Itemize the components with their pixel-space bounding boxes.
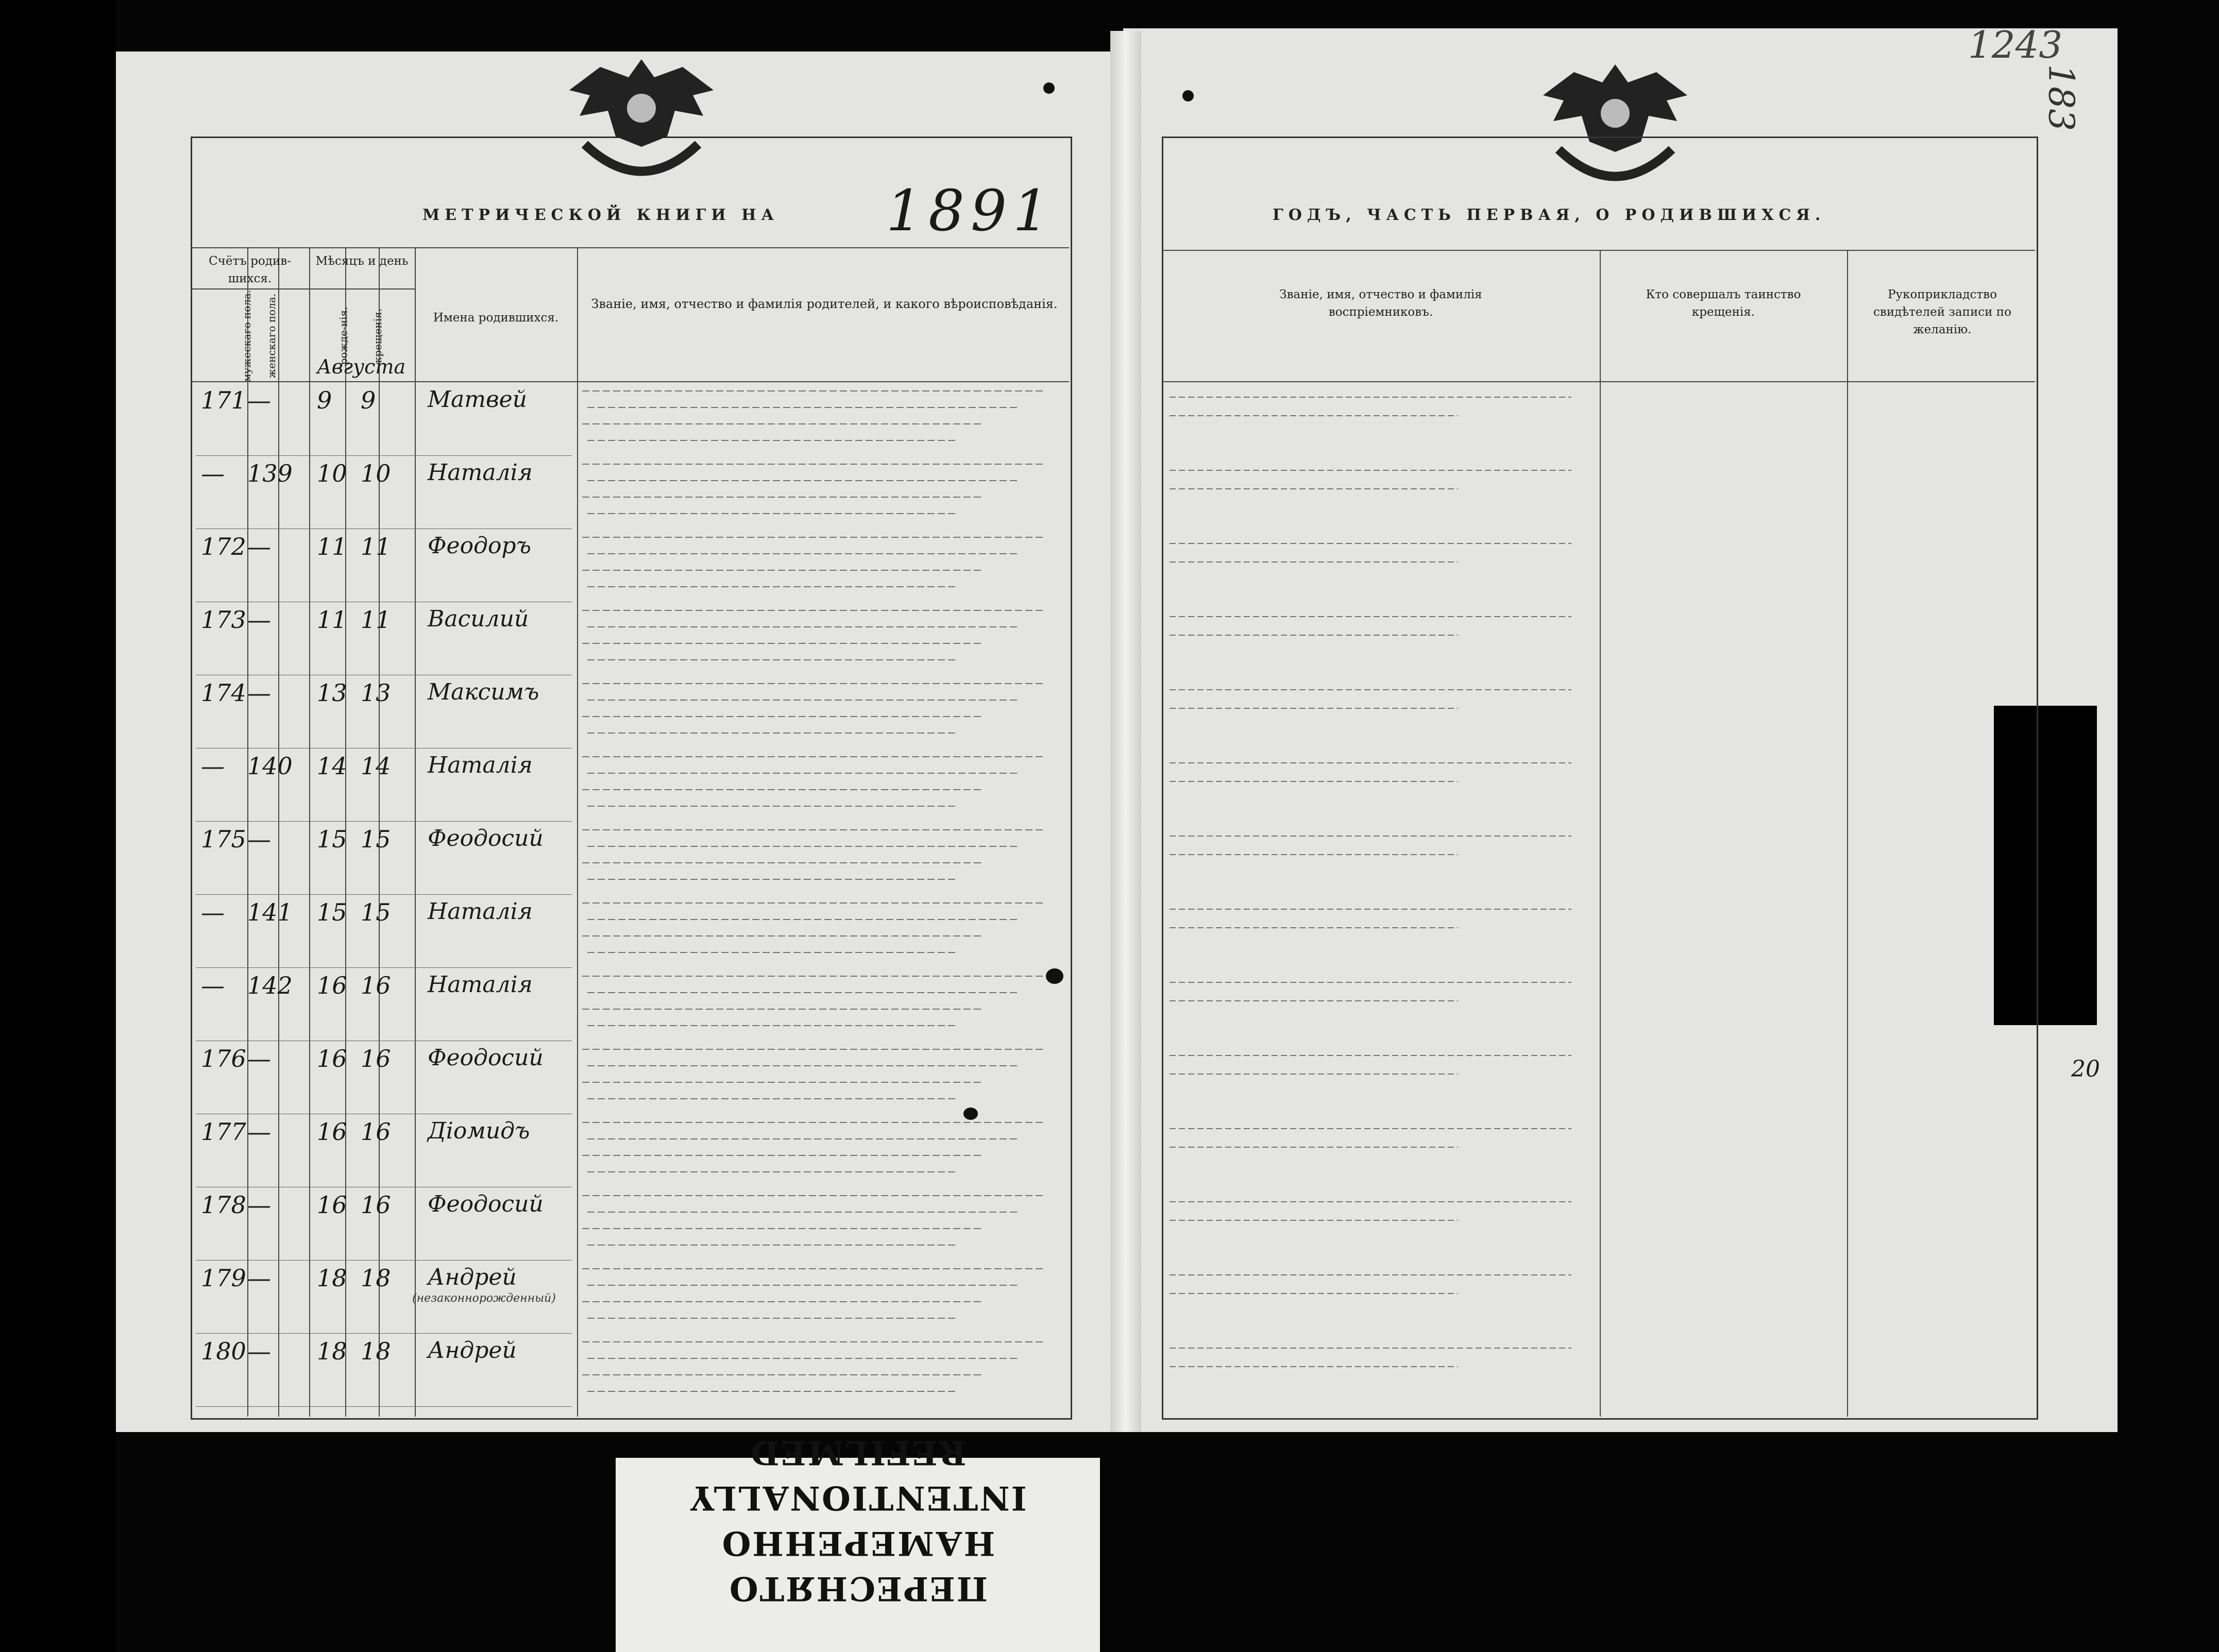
row-rule [196,821,572,822]
col-male-header: мужескаго пола. [241,289,253,382]
handwriting-stroke [587,992,1020,993]
male-count: — [201,752,225,780]
row-rule [196,1260,572,1261]
male-count: 173 [201,606,246,634]
handwriting-stroke [1170,1366,1458,1367]
handwriting-stroke [582,537,1046,538]
child-name-note: (незаконнорожденный) [412,1292,556,1305]
baptism-day: 16 [361,972,391,999]
row-rule [196,455,572,456]
col-signatures-header: Рукоприкладство свидѣтелей записи по желанію. [1873,288,2011,336]
handwriting-stroke [1170,836,1571,837]
birth-day: 18 [317,1337,347,1365]
male-count: 174 [201,679,246,707]
male-count: — [201,972,225,999]
handwriting-stroke [587,1358,1020,1359]
row-rule [196,894,572,895]
birth-day: 16 [317,1045,347,1072]
col-godparents-header: Званіе, имя, отчество и фамилія воспріемниковъ. [1279,288,1482,319]
right-header-rule [1162,250,2035,251]
child-name: Наталія [428,972,533,998]
handwriting-stroke [587,553,1020,554]
baptism-day: 10 [361,459,391,487]
handwriting-stroke [582,902,1046,904]
punch-hole [1043,82,1055,94]
handwriting-stroke [587,733,958,734]
child-name: Василий [428,606,529,632]
handwriting-stroke [587,1098,958,1099]
col-count-header: Счётъ родив-шихся. [209,254,291,285]
handwriting-stroke [582,570,984,571]
female-count: 139 [247,459,293,487]
female-count: — [247,1118,271,1146]
handwriting-stroke [582,643,984,644]
handwriting-stroke [582,1195,1046,1196]
handwriting-stroke [582,1155,984,1156]
handwriting-stroke [1170,1128,1571,1129]
handwriting-stroke [587,1025,958,1026]
handwriting-stroke [587,626,1020,627]
female-count: — [247,606,271,634]
handwriting-stroke [1170,689,1571,690]
child-name: Феодосий [428,1191,544,1217]
refilm-stamp [616,1433,1100,1652]
baptism-day: 16 [361,1045,391,1072]
col-divider [577,247,578,1417]
handwriting-stroke [582,1049,1046,1050]
child-name: Наталія [428,898,533,925]
handwriting-stroke [582,829,1046,830]
col-name-header: Имена родившихся. [433,311,559,325]
handwriting-stroke [1170,982,1571,983]
handwriting-stroke [1170,909,1571,910]
punch-hole [1182,90,1194,101]
birth-day: 16 [317,972,347,999]
handwriting-stroke [587,1212,1020,1213]
child-name: Наталія [428,459,533,486]
baptism-day: 14 [361,752,391,780]
female-count: — [247,1191,271,1219]
folio-number: 1243 [1968,23,2063,66]
handwriting-stroke [582,1268,1046,1269]
handwriting-stroke [587,407,1020,408]
male-count: 175 [201,825,246,853]
male-count: 177 [201,1118,246,1146]
handwriting-stroke [582,464,1046,465]
handwriting-stroke [587,1285,1020,1286]
subhead-rule [191,288,309,289]
handwriting-stroke [582,1122,1046,1123]
handwriting-stroke [587,1245,958,1246]
handwriting-stroke [582,1374,984,1375]
folio-number-secondary: 183 [2040,64,2081,131]
child-name: Максимъ [428,679,539,705]
col-baptism-header: крещенія. [371,308,384,364]
handwriting-stroke [587,952,958,953]
baptism-day: 11 [361,606,391,634]
row-rule [196,1333,572,1334]
handwriting-stroke [582,756,1046,757]
birth-day: 10 [317,459,347,487]
child-name: Андрей [428,1337,517,1364]
handwriting-stroke [1170,1293,1458,1294]
left-colhead-rule [191,381,1069,382]
book-spine [1110,31,1141,1432]
col-female-header: женскаго пола. [265,293,278,379]
handwriting-stroke [587,1171,958,1172]
birth-day: 9 [317,386,332,414]
handwriting-stroke [1170,854,1458,855]
row-rule [196,1406,572,1407]
col-divider [278,247,279,1417]
birth-day: 15 [317,825,347,853]
child-name: Діомидъ [428,1118,530,1144]
col-divider [415,247,416,1417]
handwriting-stroke [582,610,1046,611]
handwriting-stroke [1170,470,1571,471]
handwriting-stroke [582,789,984,790]
handwriting-stroke [582,1301,984,1302]
punch-hole [963,1108,978,1120]
male-count: — [201,459,225,487]
male-count: — [201,898,225,926]
birth-day: 16 [317,1191,347,1219]
handwriting-stroke [582,390,1046,391]
handwriting-stroke [587,846,1020,847]
row-rule [196,967,572,968]
baptism-day: 18 [361,1264,391,1292]
male-count: 176 [201,1045,246,1072]
handwriting-stroke [1170,415,1458,416]
female-count: 140 [247,752,293,780]
left-header-rule [191,247,1069,248]
col-parents-header: Званіе, имя, отчество и фамилія родителей, и какого вѣроисповѣданія. [591,297,1058,311]
handwriting-stroke [582,1341,1046,1342]
right-colhead-rule [1162,381,2035,382]
handwriting-stroke [587,700,1020,701]
male-count: 172 [201,533,246,560]
female-count: — [247,1337,271,1365]
female-count: 142 [247,972,293,999]
female-count: 141 [247,898,293,926]
birth-day: 13 [317,679,347,707]
handwriting-stroke [587,1318,958,1319]
handwriting-stroke [1170,616,1571,617]
handwriting-stroke [1170,762,1571,763]
baptism-day: 11 [361,533,391,560]
child-name: Феодоръ [428,533,531,559]
male-count: 171 [201,386,246,414]
baptism-day: 16 [361,1118,391,1146]
punch-hole [1046,968,1063,984]
child-name: Андрей [428,1264,517,1290]
subhead-rule [309,288,415,289]
handwriting-stroke [1170,488,1458,489]
col-date-header: Мѣсяцъ и день [315,254,409,268]
handwriting-stroke [582,497,984,498]
handwriting-stroke [587,806,958,807]
baptism-day: 9 [361,386,376,414]
handwriting-stroke [582,1228,984,1229]
handwriting-stroke [582,862,984,863]
month-label: Августа [317,355,406,378]
handwriting-stroke [582,716,984,717]
child-name: Феодосий [428,825,544,851]
baptism-day: 13 [361,679,391,707]
handwriting-stroke [587,586,958,587]
baptism-day: 18 [361,1337,391,1365]
handwriting-stroke [587,480,1020,481]
female-count: — [247,1045,271,1072]
birth-day: 15 [317,898,347,926]
child-name: Наталія [428,752,533,778]
handwriting-stroke [587,1391,958,1392]
handwriting-stroke [587,659,958,660]
birth-day: 11 [317,533,347,560]
handwriting-stroke [1170,561,1458,563]
col-officiant-header: Кто совершалъ таинство крещенія. [1646,288,1801,319]
handwriting-stroke [1170,1348,1571,1349]
col-divider [1600,250,1601,1417]
refilm-stamp-line-2: INTENTIONALLY REFILMED [689,1433,1027,1517]
margin-note: 20 [2071,1056,2100,1082]
handwriting-stroke [587,773,1020,774]
handwriting-stroke [587,440,958,441]
register-year: 1891 [886,178,1055,244]
handwriting-stroke [1170,708,1458,709]
baptism-day: 15 [361,898,391,926]
handwriting-stroke [587,513,958,514]
birth-day: 16 [317,1118,347,1146]
female-count: — [247,825,271,853]
female-count: — [247,386,271,414]
col-divider [1847,250,1848,1417]
handwriting-stroke [582,1082,984,1083]
handwriting-stroke [1170,1220,1458,1221]
child-name: Матвей [428,386,527,413]
left-binding-shadow [0,0,116,1652]
handwriting-stroke [587,879,958,880]
baptism-day: 16 [361,1191,391,1219]
baptism-day: 15 [361,825,391,853]
handwriting-stroke [582,1009,984,1010]
handwriting-stroke [582,935,984,936]
handwriting-stroke [1170,1055,1571,1056]
imperial-eagle-icon [564,49,719,188]
male-count: 178 [201,1191,246,1219]
handwriting-stroke [582,976,1046,977]
handwriting-stroke [1170,635,1458,636]
handwriting-stroke [1170,1147,1458,1148]
handwriting-stroke [587,919,1020,920]
handwriting-stroke [582,683,1046,684]
birth-day: 14 [317,752,347,780]
male-count: 179 [201,1264,246,1292]
handwriting-stroke [1170,1201,1571,1202]
refilm-stamp-line-1: ПЕРЕСНЯТО НАМЕРЕННО [720,1524,995,1608]
male-count: 180 [201,1337,246,1365]
birth-day: 11 [317,606,347,634]
handwriting-stroke [1170,1000,1458,1001]
handwriting-stroke [587,1138,1020,1139]
female-count: — [247,1264,271,1292]
col-birth-header: рожде-нія. [337,306,350,365]
handwriting-stroke [587,1065,1020,1066]
child-name: Феодосий [428,1045,544,1071]
handwriting-stroke [1170,927,1458,928]
right-page-title: ГОДЪ, ЧАСТЬ ПЕРВАЯ, О РОДИВШИХСЯ. [1273,206,1826,224]
handwriting-stroke [1170,1074,1458,1075]
female-count: — [247,679,271,707]
left-page-title: МЕТРИЧЕСКОЙ КНИГИ НА [422,206,779,224]
handwriting-stroke [1170,543,1571,544]
col-divider [309,247,310,1417]
handwriting-stroke [1170,781,1458,782]
birth-day: 18 [317,1264,347,1292]
handwriting-stroke [1170,1274,1571,1275]
handwriting-stroke [1170,397,1571,398]
female-count: — [247,533,271,560]
handwriting-stroke [582,423,984,424]
